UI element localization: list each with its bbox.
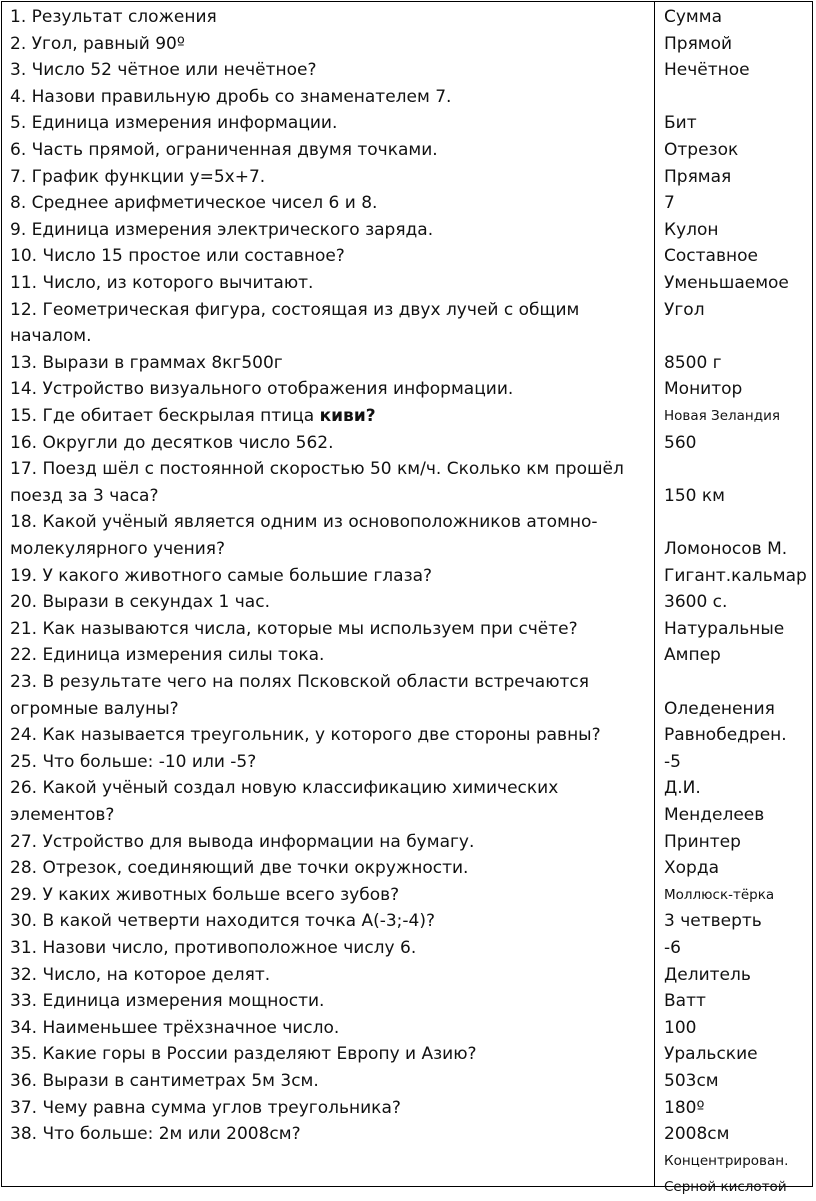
question-number: 6. [10, 140, 27, 160]
question-item [10, 190, 650, 217]
question-number: 31. [10, 938, 38, 958]
question-item [10, 642, 650, 669]
question-number: 23. [10, 672, 38, 692]
question-text: Единица измерения силы тока. [42, 645, 325, 666]
question-item [10, 270, 650, 297]
question-item [10, 669, 650, 722]
question-item [10, 935, 650, 962]
question-text: У каких животных больше всего зубов? [42, 884, 400, 905]
question-item [10, 164, 650, 191]
question-text: Устройство визуального отображения информации. [42, 379, 514, 400]
question-text: Отрезок, соединяющий две точки окружности. [42, 858, 469, 879]
question-item [10, 962, 650, 989]
question-item [10, 1015, 650, 1042]
question-number: 3. [10, 60, 27, 81]
question-item [10, 722, 650, 749]
question-number: 37. [10, 1097, 38, 1118]
question-text: Поезд шёл с постоянной скоростью 50 км/ч. Сколько км прошёл [42, 459, 624, 480]
question-text-continued: огромные валуны? [10, 698, 179, 719]
question-number: 14. [10, 379, 38, 400]
question-number: 4. [10, 86, 27, 107]
question-number: 35. [10, 1044, 38, 1065]
question-number: 21. [10, 618, 38, 639]
answer-item: 180º [664, 1097, 705, 1118]
answer-item: -5 [664, 751, 681, 772]
question-item [10, 403, 650, 430]
answer-item: Сумма [664, 7, 722, 27]
question-item [10, 749, 650, 776]
question-number: 29. [10, 884, 38, 905]
answer-item: 100 [664, 1017, 697, 1038]
question-text-continued: молекулярного учения? [10, 538, 225, 559]
answer-item: 150 км [664, 485, 725, 506]
question-item [10, 430, 650, 457]
question-text-continued: элементов? [10, 804, 115, 825]
question-text: Геометрическая фигура, состоящая из двух лучей с общим [42, 299, 580, 320]
question-item [10, 616, 650, 643]
answer-item: Бит [664, 113, 697, 134]
question-number: 17. [10, 459, 38, 480]
question-item [10, 775, 650, 828]
answer-item: Уменьшаемое [664, 273, 789, 293]
answer-item: 3 четверть [664, 911, 762, 932]
question-text: Округли до десятков число 562. [42, 432, 334, 453]
answer-item: 8500 г [664, 352, 722, 373]
answer-item: Нечётное [664, 60, 750, 81]
question-item [10, 829, 650, 856]
answer-item: Кулон [664, 219, 719, 240]
question-text: Единица измерения электрического заряда. [31, 219, 434, 240]
question-item [10, 84, 650, 111]
question-item [10, 31, 650, 58]
answer-item: Ампер [664, 645, 721, 666]
question-text: Вырази в секундах 1 час. [42, 592, 270, 613]
answer-item: Оледенения [664, 698, 775, 719]
question-number: 15. [10, 406, 38, 426]
answer-item: Уральские [664, 1044, 758, 1065]
answer-item: Серной кислотой [664, 1179, 787, 1196]
question-number: 20. [10, 592, 38, 613]
answer-item: 2008см [664, 1124, 730, 1145]
question-text: Какие горы в России разделяют Европу и Азию? [42, 1044, 477, 1065]
question-item [10, 908, 650, 935]
question-item [10, 297, 650, 350]
answer-item: 503см [664, 1071, 719, 1091]
question-number: 5. [10, 113, 27, 134]
question-text: Что больше: -10 или -5? [42, 751, 257, 772]
question-text: Результат сложения [31, 7, 217, 27]
question-text: Число 15 простое или составное? [42, 246, 345, 267]
question-text: Число, из которого вычитают. [42, 273, 314, 293]
question-text: Вырази в граммах 8кг500г [42, 352, 283, 373]
question-text: Какой учёный является одним из основоположников атомно- [42, 512, 598, 533]
quiz-table [1, 1, 813, 1196]
question-text: График функции y=5x+7. [31, 166, 266, 187]
question-number: 13. [10, 352, 38, 373]
answer-item: Равнобедрен. [664, 725, 787, 746]
question-number: 22. [10, 645, 38, 666]
question-item [10, 137, 650, 164]
question-text: Угол, равный 90º [31, 33, 185, 54]
question-number: 32. [10, 964, 38, 985]
question-item [10, 376, 650, 403]
question-text: Число, на которое делят. [42, 964, 271, 985]
question-item [10, 350, 650, 377]
question-item [10, 456, 650, 509]
question-item [10, 563, 650, 590]
answer-item: Гигант.кальмар [664, 565, 807, 586]
question-text: Единица измерения информации. [31, 113, 338, 134]
answer-item: 560 [664, 432, 697, 453]
answer-item: Ватт [664, 991, 706, 1012]
answer-item: Принтер [664, 831, 741, 852]
answer-item: Делитель [664, 964, 751, 985]
question-number: 33. [10, 991, 38, 1012]
answer-item: Монитор [664, 379, 743, 400]
answer-item: Составное [664, 246, 758, 267]
answer-item: Хорда [664, 858, 720, 879]
question-number: 28. [10, 858, 38, 879]
question-number: 19. [10, 565, 38, 586]
question-number: 38. [10, 1124, 38, 1145]
question-text: Назови число, противоположное числу 6. [42, 938, 417, 958]
question-number: 9. [10, 219, 27, 240]
answer-item: Моллюск-тёрка [664, 886, 775, 903]
question-text-continued: началом. [10, 326, 92, 347]
question-text: Что больше: 2м или 2008см? [42, 1124, 301, 1145]
answer-item: Прямой [664, 33, 733, 54]
question-number: 27. [10, 831, 38, 852]
answer-item: Прямая [664, 166, 732, 187]
question-item [10, 1121, 650, 1148]
question-text: Какой учёный создал новую классификацию химических [42, 778, 559, 799]
question-item [10, 509, 650, 562]
question-text: Часть прямой, ограниченная двумя точками. [31, 140, 438, 160]
question-item [10, 1095, 650, 1122]
question-text: Устройство для вывода информации на бумагу. [42, 831, 475, 852]
question-text: В какой четверти находится точка А(-3;-4)? [42, 911, 436, 932]
question-number: 2. [10, 33, 27, 54]
question-text: Вырази в сантиметрах 5м 3см. [42, 1071, 319, 1091]
question-item [10, 110, 650, 137]
answer-item: Д.И. [664, 778, 701, 799]
question-text: Чему равна сумма углов треугольника? [42, 1097, 401, 1118]
question-text: Как называются числа, которые мы используем при счёте? [42, 618, 578, 639]
question-number: 8. [10, 193, 27, 214]
answer-item: -6 [664, 938, 681, 958]
question-text: Где обитает бескрылая птица [42, 406, 320, 426]
question-number: 30. [10, 911, 38, 932]
answer-item: Новая Зеландия [664, 408, 780, 424]
question-item [10, 882, 650, 909]
answer-item: Отрезок [664, 140, 739, 160]
question-item [10, 217, 650, 244]
question-number: 7. [10, 166, 27, 187]
question-bold-text: киви? [319, 406, 376, 426]
question-item [10, 243, 650, 270]
question-item [10, 855, 650, 882]
question-text: У какого животного самые большие глаза? [42, 565, 433, 586]
question-item [10, 589, 650, 616]
question-number: 18. [10, 512, 38, 533]
question-number: 36. [10, 1071, 38, 1091]
question-text: В результате чего на полях Псковской области встречаются [42, 672, 590, 692]
column-divider [654, 2, 655, 1186]
question-number: 11. [10, 273, 38, 293]
question-number: 10. [10, 246, 38, 267]
question-text: Число 52 чётное или нечётное? [31, 60, 317, 81]
answer-item: Менделеев [664, 805, 765, 825]
answer-item: 7 [664, 193, 675, 214]
question-item [10, 57, 650, 84]
question-text: Назови правильную дробь со знаменателем 7. [31, 86, 452, 107]
question-text: Среднее арифметическое чисел 6 и 8. [31, 193, 378, 214]
question-number: 24. [10, 725, 38, 746]
question-item [10, 1041, 650, 1068]
question-number: 1. [10, 7, 27, 27]
answer-item: 3600 с. [664, 592, 728, 613]
question-text: Как называется треугольник, у которого две стороны равны? [42, 725, 601, 746]
question-text: Наименьшее трёхзначное число. [42, 1017, 340, 1038]
question-text: Единица измерения мощности. [42, 991, 325, 1012]
answer-item: Ломоносов М. [664, 539, 788, 559]
question-item [10, 1068, 650, 1095]
answer-item: Концентрирован. [664, 1152, 789, 1169]
question-item [10, 988, 650, 1015]
question-number: 16. [10, 432, 38, 453]
question-text-continued: поезд за 3 часа? [10, 485, 159, 506]
question-item [10, 4, 650, 31]
question-number: 34. [10, 1017, 38, 1038]
answer-item: Угол [664, 299, 705, 320]
question-number: 12. [10, 299, 38, 320]
answer-item: Натуральные [664, 618, 785, 639]
question-number: 25. [10, 751, 38, 772]
question-number: 26. [10, 778, 38, 799]
